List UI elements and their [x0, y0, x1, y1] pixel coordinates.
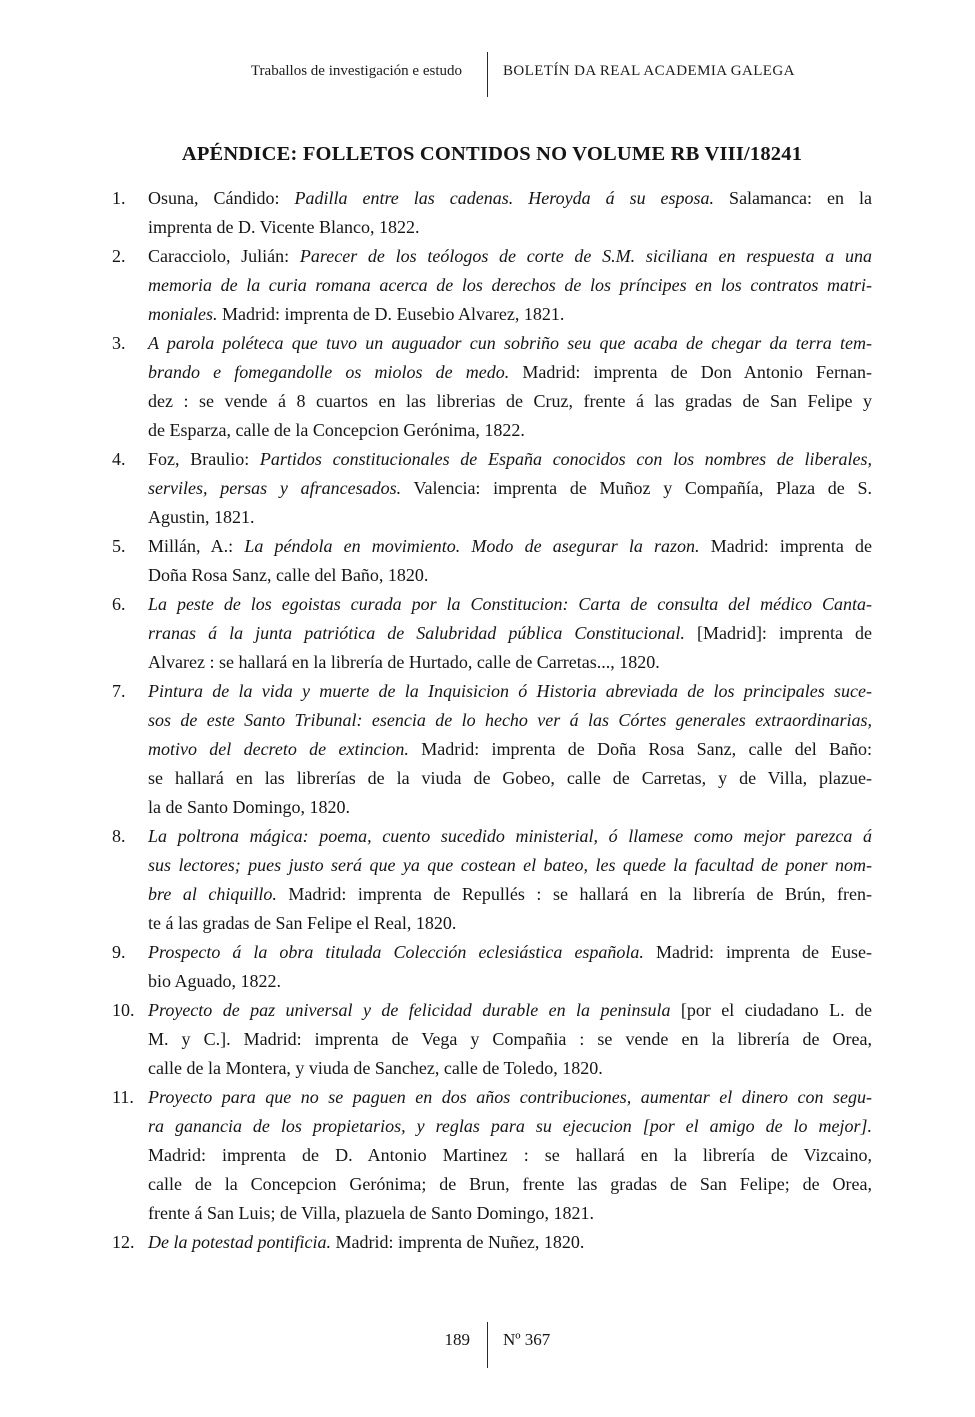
item-number: 4. — [112, 449, 126, 469]
imprint-text: Madrid: imprenta de — [699, 536, 872, 556]
item-line — [148, 1112, 872, 1141]
work-title-text: Prospecto á la obra titulada Colección eclesiástica española. — [148, 942, 644, 962]
item-line — [148, 619, 872, 648]
imprint-text: Salamanca: en la — [714, 188, 872, 208]
work-title-text: rranas á la junta patriótica de Salubridad pública Constitucional. — [148, 623, 685, 643]
item-number: 10. — [112, 1000, 135, 1020]
imprint-text: M. y C.]. Madrid: imprenta de Vega y Compañia : se vende en la librería de Orea, — [148, 1029, 872, 1049]
imprint-text: Madrid: imprenta de Euse- — [643, 942, 872, 962]
imprint-text: calle de la Concepcion Gerónima; de Brun, frente las gradas de San Felipe; de Orea, — [148, 1174, 872, 1194]
imprint-text: Alvarez : se hallará en la librería de Hurtado, calle de Carretas..., 1820. — [148, 652, 660, 672]
work-title-text: moniales. — [148, 304, 218, 324]
item-line — [148, 300, 872, 329]
footer-issue-number: Nº 367 — [503, 1330, 551, 1349]
imprint-text: Osuna, Cándido: — [148, 188, 295, 208]
work-title-text: sus lectores; pues justo será que ya que costean el bateo, les quede la facultad de poner nom- — [148, 855, 872, 875]
imprint-text: imprenta de D. Vicente Blanco, 1822. — [148, 217, 420, 237]
work-title-text: La peste de los egoistas curada por la Constitucion: Carta de consulta del médico Canta- — [148, 594, 872, 614]
item-line — [148, 358, 872, 387]
work-title-text: bre al chiquillo. — [148, 884, 277, 904]
item-number: 5. — [112, 536, 126, 556]
item-line — [148, 1141, 872, 1170]
work-title-text: A parola poléteca que tuvo un auguador cun sobriño seu que acaba de chegar da terra tem- — [148, 333, 872, 353]
item-line — [148, 1083, 872, 1112]
item-line — [148, 503, 872, 532]
item-line — [148, 967, 872, 996]
item-number: 7. — [112, 681, 126, 701]
item-line — [148, 329, 872, 358]
work-title-text: serviles, persas y afrancesados. — [148, 478, 402, 498]
item-number: 11. — [112, 1087, 134, 1107]
imprint-text: Madrid: imprenta de Doña Rosa Sanz, calle del Baño: — [408, 739, 872, 759]
work-title-text: sos de este Santo Tribunal: esencia de lo hecho ver á las Córtes generales extraordinarias, — [148, 710, 872, 730]
item-number: 3. — [112, 333, 126, 353]
header-divider — [487, 52, 488, 97]
imprint-text: la de Santo Domingo, 1820. — [148, 797, 350, 817]
item-line — [148, 561, 872, 590]
item-number: 6. — [112, 594, 126, 614]
imprint-text: Madrid: imprenta de Nuñez, 1820. — [330, 1232, 585, 1252]
item-line — [148, 242, 872, 271]
item-line — [148, 677, 872, 706]
item-line — [148, 1199, 872, 1228]
imprint-text: Doña Rosa Sanz, calle del Baño, 1820. — [148, 565, 429, 585]
list-item — [112, 1083, 872, 1228]
item-line — [148, 909, 872, 938]
list-item — [112, 996, 872, 1083]
imprint-text: te á las gradas de San Felipe el Real, 1820. — [148, 913, 457, 933]
item-line — [148, 764, 872, 793]
item-line — [148, 938, 872, 967]
list-item — [112, 329, 872, 445]
item-line — [148, 793, 872, 822]
work-title-text: ra ganancia de los propietarios, y reglas para su ejecucion [por el amigo de lo mejor]. — [148, 1116, 872, 1136]
item-line — [148, 735, 872, 764]
imprint-text: bio Aguado, 1822. — [148, 971, 281, 991]
item-number: 8. — [112, 826, 126, 846]
item-number: 1. — [112, 188, 126, 208]
list-item — [112, 445, 872, 532]
item-line — [148, 996, 872, 1025]
item-line — [148, 387, 872, 416]
work-title-text: Proyecto de paz universal y de felicidad durable en la peninsula — [148, 1000, 671, 1020]
list-item — [112, 532, 872, 590]
item-line — [148, 445, 872, 474]
running-head-section: Traballos de investigación e estudo — [250, 63, 462, 79]
work-title-text: memoria de la curia romana acerca de los derechos de los príncipes en los contratos matri- — [148, 275, 872, 295]
item-line — [148, 1228, 872, 1257]
running-head-journal: BOLETÍN DA REAL ACADEMIA GALEGA — [503, 63, 795, 79]
list-item — [112, 184, 872, 242]
imprint-text: de Esparza, calle de la Concepcion Gerónima, 1822. — [148, 420, 525, 440]
imprint-text: Millán, A.: — [148, 536, 245, 556]
imprint-text: Agustin, 1821. — [148, 507, 255, 527]
imprint-text: calle de la Montera, y viuda de Sanchez, calle de Toledo, 1820. — [148, 1058, 603, 1078]
imprint-text: frente á San Luis; de Villa, plazuela de Santo Domingo, 1821. — [148, 1203, 594, 1223]
list-item — [112, 242, 872, 329]
footer-divider — [487, 1322, 488, 1368]
list-item — [112, 1228, 872, 1257]
work-title-text: brando e fomegandolle os miolos de medo. — [148, 362, 510, 382]
list-item — [112, 822, 872, 938]
imprint-text: Madrid: imprenta de D. Antonio Martinez : se hallará en la librería de Vizcaino, — [148, 1145, 872, 1165]
item-line — [148, 474, 872, 503]
footer-page-number: 189 — [444, 1330, 470, 1349]
item-number: 9. — [112, 942, 126, 962]
item-line — [148, 1170, 872, 1199]
item-line — [148, 184, 872, 213]
imprint-text: Caracciolo, Julián: — [148, 246, 300, 266]
work-title-text: Padilla entre las cadenas. Heroyda á su esposa. — [294, 188, 715, 208]
item-line — [148, 880, 872, 909]
work-title-text: Proyecto para que no se paguen en dos años contribuciones, aumentar el dinero con segu- — [148, 1087, 872, 1107]
page-title: APÉNDICE: FOLLETOS CONTIDOS NO VOLUME RB VIII/18241 — [181, 143, 803, 165]
list-item — [112, 677, 872, 822]
imprint-text: Valencia: imprenta de Muñoz y Compañía, Plaza de S. — [401, 478, 872, 498]
item-line — [148, 648, 872, 677]
list-item — [112, 590, 872, 677]
work-title-text: motivo del decreto de extincion. — [148, 739, 409, 759]
work-title-text: Pintura de la vida y muerte de la Inquisicion ó Historia abreviada de los principales suce- — [148, 681, 872, 701]
imprint-text: [por el ciudadano L. de — [670, 1000, 872, 1020]
work-title-text: La poltrona mágica: poema, cuento sucedido ministerial, ó llamese como mejor parezca á — [148, 826, 872, 846]
item-line — [148, 532, 872, 561]
item-line — [148, 1025, 872, 1054]
item-line — [148, 271, 872, 300]
imprint-text: Foz, Braulio: — [148, 449, 260, 469]
item-number: 12. — [112, 1232, 135, 1252]
item-line — [148, 851, 872, 880]
list-item — [112, 938, 872, 996]
item-line — [148, 416, 872, 445]
work-title-text: La péndola en movimiento. Modo de asegurar la razon. — [244, 536, 700, 556]
imprint-text: Madrid: imprenta de D. Eusebio Alvarez, 1821. — [217, 304, 565, 324]
imprint-text: [Madrid]: imprenta de — [684, 623, 872, 643]
imprint-text: Madrid: imprenta de Repullés : se hallará en la librería de Brún, fren- — [276, 884, 872, 904]
item-line — [148, 706, 872, 735]
folleto-list — [112, 184, 872, 1257]
item-line — [148, 822, 872, 851]
imprint-text: Madrid: imprenta de Don Antonio Fernan- — [509, 362, 872, 382]
imprint-text: se hallará en las librerías de la viuda de Gobeo, calle de Carretas, y de Villa, plazue- — [148, 768, 872, 788]
imprint-text: dez : se vende á 8 cuartos en las librerias de Cruz, frente á las gradas de San Felipe y — [148, 391, 872, 411]
item-line — [148, 590, 872, 619]
item-line — [148, 1054, 872, 1083]
work-title-text: Partidos constitucionales de España conocidos con los nombres de liberales, — [259, 449, 872, 469]
item-number: 2. — [112, 246, 126, 266]
work-title-text: De la potestad pontificia. — [148, 1232, 331, 1252]
item-line — [148, 213, 872, 242]
work-title-text: Parecer de los teólogos de corte de S.M. siciliana en respuesta a una — [299, 246, 872, 266]
